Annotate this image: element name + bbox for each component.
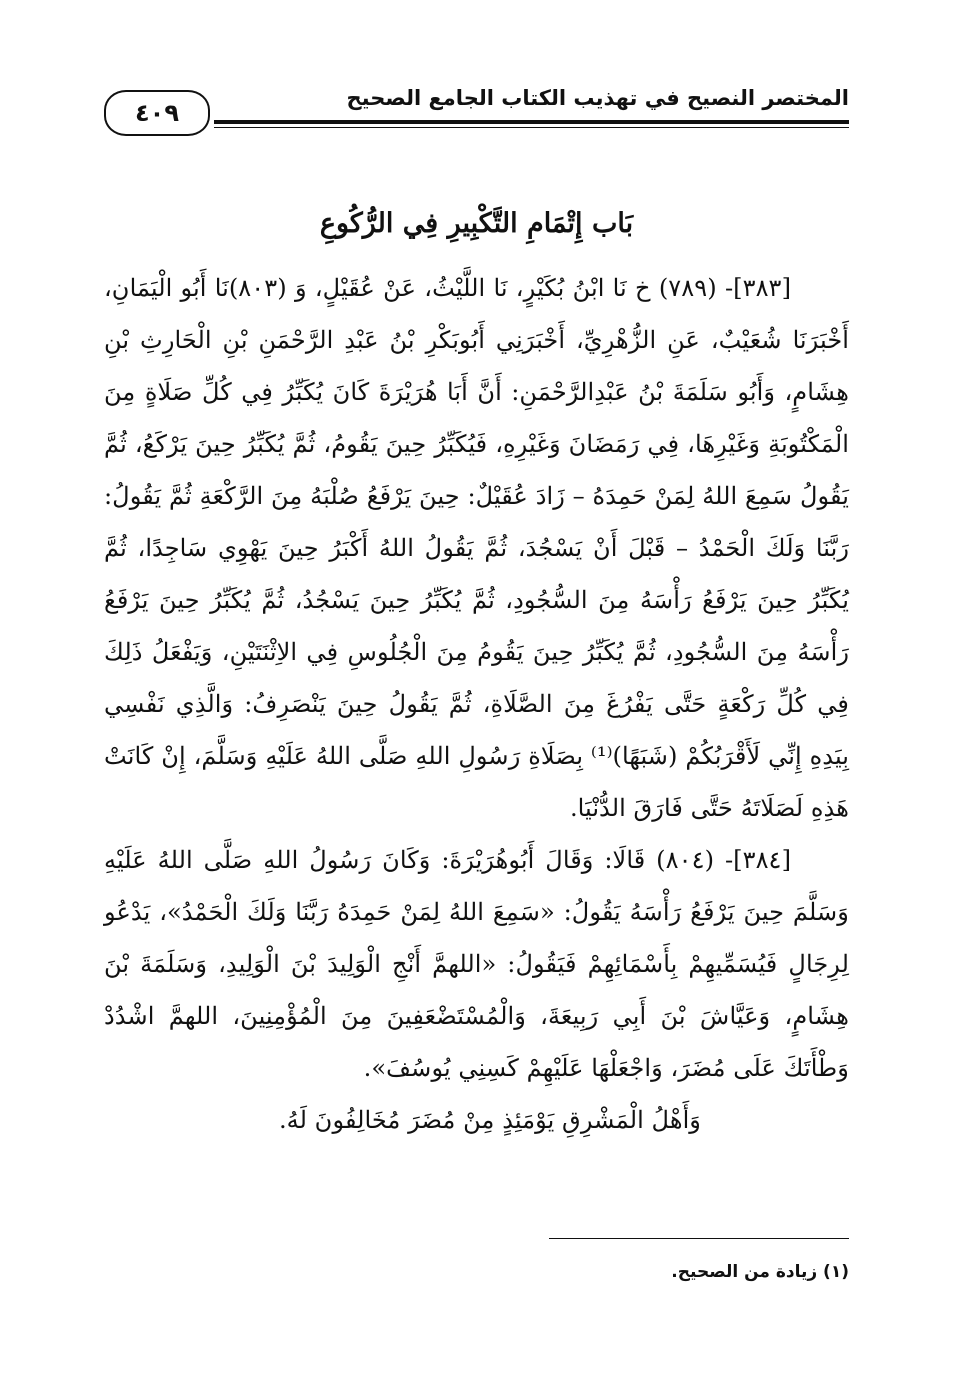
header-rule-thin <box>214 127 849 128</box>
hadith-paragraph: [٣٨٣]- (٧٨٩) خ نَا ابْنُ بُكَيْرٍ، نَا اللَّيْثُ، عَنْ عُقَيْلٍ، وَ (٨٠٣)نَا أَبُو الْيَمَانِ، أَخْبَرَنَا شُعَيْبٌ، عَنِ الزُّهْرِيِّ، أَخْبَرَنِي أَبُوبَكْرِ بْنُ عَبْدِ الرَّحْمَنِ بْنِ الْحَارِثِ بْنِ هِشَامٍ، وَأَبُو سَلَمَةَ بْنُ عَبْدِالرَّحْمَنِ: أَنَّ أَبَا هُرَيْرَةَ كَانَ يُكَبِّرُ فِي كُلِّ صَلَاةٍ مِنَ الْمَكْتُوبَةِ وَغَيْرِهَا، فِي رَمَضَانَ وَغَيْرِهِ، فَيُكَبِّرُ حِينَ يَقُومُ، ثُمَّ يُكَبِّرُ حِينَ يَرْكَعُ، ثُمَّ يَقُولُ سَمِعَ اللهُ لِمَنْ حَمِدَهُ – زَادَ عُقَيْلٌ: حِينَ يَرْفَعُ صُلْبَهُ مِنَ الرَّكْعَةِ ثُمَّ يَقُولُ: رَبَّنَا وَلَكَ الْحَمْدُ – قَبْلَ أَنْ يَسْجُدَ، ثُمَّ يَقُولُ اللهُ أَكْبَرُ حِينَ يَهْوِي سَاجِدًا، ثُمَّ يُكَبِّرُ حِينَ يَرْفَعُ رَأْسَهُ مِنَ السُّجُودِ، ثُمَّ يُكَبِّرُ حِينَ يَسْجُدُ، ثُمَّ يُكَبِّرُ حِينَ يَرْفَعُ رَأْسَهُ مِنَ السُّجُودِ، ثُمَّ يُكَبِّرُ حِينَ يَقُومُ مِنَ الْجُلُوسِ فِي الاِثْنَتَيْنِ، وَيَفْعَلُ ذَلِكَ فِي كُلِّ رَكْعَةٍ حَتَّى يَفْرُغَ مِنَ الصَّلَاةِ، ثُمَّ يَقُولُ حِينَ يَنْصَرِفُ: وَالَّذِي نَفْسِي بِيَدِهِ إِنِّي لَأَقْرَبُكُمْ (شَبَهًا)⁽¹⁾ بِصَلَاةِ رَسُولِ اللهِ صَلَّى اللهُ عَلَيْهِ وَسَلَّمَ، إِنْ كَانَتْ هَذِهِ لَصَلَاتَهُ حَتَّى فَارَقَ الدُّنْيَا. <box>104 274 850 822</box>
running-header <box>104 80 849 127</box>
page-number: ٤٠٩ <box>104 90 210 136</box>
footnote-separator <box>549 1238 849 1239</box>
book-title: المختصر النصيح في تهذيب الكتاب الجامع الصحيح <box>346 86 849 110</box>
main-text <box>104 262 849 1146</box>
header-rule-thick <box>214 120 849 124</box>
hadith-paragraph: [٣٨٤]- (٨٠٤) قَالَا: وَقَالَ أَبُوهُرَيْرَةَ: وَكَانَ رَسُولُ اللهِ صَلَّى اللهُ عَلَيْهِ وَسَلَّمَ حِينَ يَرْفَعُ رَأْسَهُ يَقُولُ: «سَمِعَ اللهُ لِمَنْ حَمِدَهُ رَبَّنَا وَلَكَ الْحَمْدُ»، يَدْعُو لِرِجَالٍ فَيُسَمِّيهِمْ بِأَسْمَائِهِمْ فَيَقُولُ: «اللهمَّ أَنْجِ الْوَلِيدَ بْنَ الْوَلِيدِ، وَسَلَمَةَ بْنَ هِشَامٍ، وَعَيَّاشَ بْنَ أَبِي رَبِيعَةَ، وَالْمُسْتَضْعَفِينَ مِنَ الْمُؤْمِنِينَ، اللهمَّ اشْدُدْ وَطْأَتَكَ عَلَى مُضَرَ، وَاجْعَلْهَا عَلَيْهِمْ كَسِنِي يُوسُفَ». <box>104 846 849 1082</box>
chapter-title: بَاب إِتْمَامِ التَّكْبِيرِ فِي الرُّكُوعِ <box>319 208 634 239</box>
footnote: (١) زيادة من الصحيح. <box>671 1262 849 1282</box>
closing-line: وَأَهْلُ الْمَشْرِقِ يَوْمَئِذٍ مِنْ مُضَرَ مُخَالِفُونَ لَهُ. <box>278 1106 701 1134</box>
